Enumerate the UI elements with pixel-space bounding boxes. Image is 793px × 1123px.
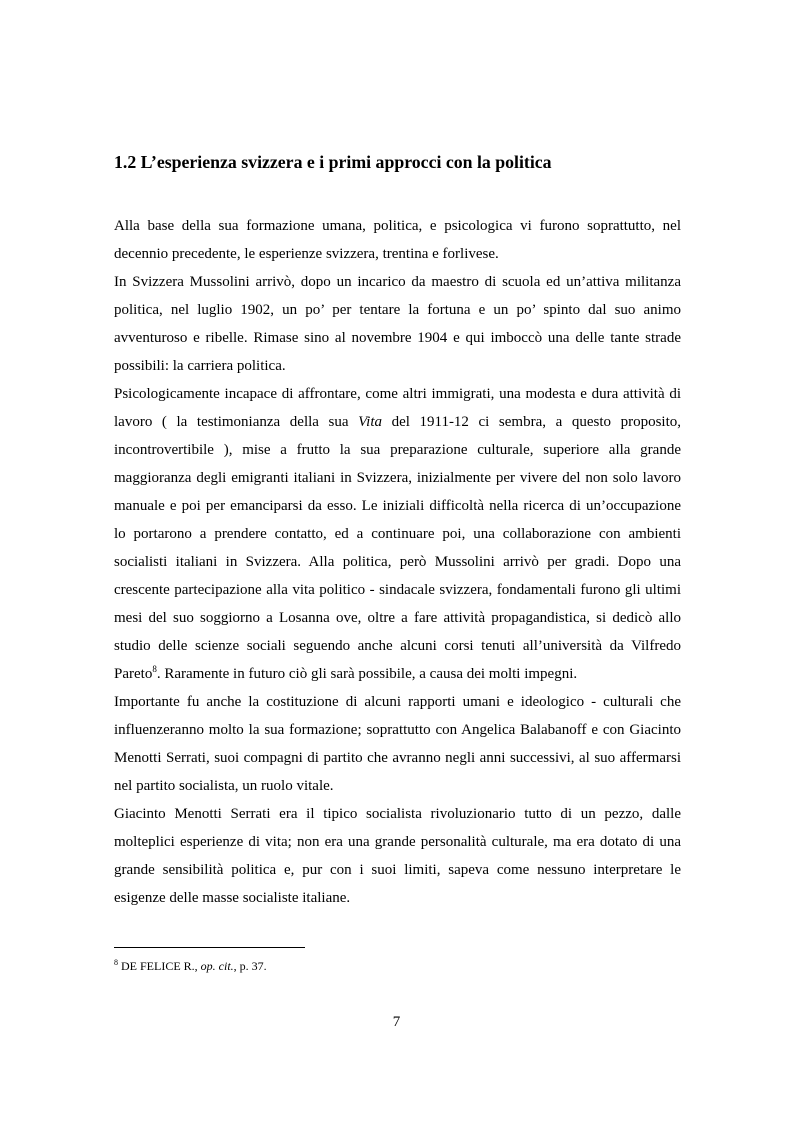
paragraph [114,800,681,912]
footnote-marker: 8 [114,958,118,967]
line-text: lavoro ( la testimonianza della sua [114,414,359,430]
body-line: influenzeranno molto la sua formazione; soprattutto con Angelica Balabanoff e con Giacinto [114,722,681,738]
body-line: manuale e poi per emanciparsi da esso. Le iniziali difficoltà nella ricerca di un’occupazione [114,498,681,514]
body-line: esigenze delle masse socialiste italiane. [114,890,351,906]
paragraph [114,380,681,688]
body-text [114,212,681,912]
footnote-text: , p. 37. [233,959,267,973]
italic-title: Vita [358,414,382,430]
body-line: socialisti italiani in Svizzera. Alla politica, però Mussolini arrivò per gradi. Dopo una [114,554,681,570]
body-line: Psicologicamente incapace di affrontare, come altri immigrati, una modesta e dura attività di [114,386,681,402]
paragraph [114,688,681,800]
body-line: avventuroso e ribelle. Rimase sino al novembre 1904 e qui imboccò una delle tante strade [114,330,681,346]
line-text: . Raramente in futuro ciò gli sarà possibile, a causa dei molti impegni. [156,666,578,682]
body-line: Menotti Serrati, suoi compagni di partito che avranno negli anni successivi, al suo affermarsi [114,750,681,766]
body-line: Importante fu anche la costituzione di alcuni rapporti umani e ideologico - culturali che [114,694,681,710]
body-line: In Svizzera Mussolini arrivò, dopo un incarico da maestro di scuola ed un’attiva militanza [114,274,681,290]
line-text: del 1911-12 ci sembra, a questo proposito, [382,414,681,430]
body-line: nel partito socialista, un ruolo vitale. [114,778,334,794]
page-number: 7 [392,1014,401,1030]
footnote-text: DE FELICE R., [118,959,201,973]
body-line: grande sensibilità politica e, pur con i suoi limiti, sapeva come nessuno interpretare le [114,862,681,878]
body-line: incontrovertibile ), mise a frutto la sua preparazione culturale, superiore alla grande [114,442,681,458]
paragraph [114,268,681,380]
footnote-separator [114,947,305,948]
body-line: decennio precedente, le esperienze svizzera, trentina e forlivese. [114,246,499,262]
body-line: Giacinto Menotti Serrati era il tipico socialista rivoluzionario tutto di un pezzo, dalle [114,806,681,822]
paragraph [114,212,681,268]
body-line: lo portarono a prendere contatto, ed a continuare poi, una collaborazione con ambienti [114,526,681,542]
body-line: studio delle scienze sociali seguendo anche alcuni corsi tenuti all’università da Vilfredo [114,638,681,654]
body-line: politica, nel luglio 1902, un po’ per tentare la fortuna e un po’ spinto dal suo animo [114,302,681,318]
body-line: crescente partecipazione alla vita politico - sindacale svizzera, fondamentali furono gli ultimi [114,582,681,598]
footnote-italic: op. cit. [200,959,234,973]
footnote-reference[interactable]: 8 [152,664,157,674]
body-line [114,408,681,436]
body-line: possibili: la carriera politica. [114,358,286,374]
body-line [114,660,681,688]
section-heading: 1.2 L’esperienza svizzera e i primi approcci con la politica [114,152,552,172]
line-text: Pareto [114,666,153,682]
body-line: Alla base della sua formazione umana, politica, e psicologica vi furono soprattutto, nel [114,218,681,234]
body-line: molteplici esperienze di vita; non era una grande personalità culturale, ma era dotato di una [114,834,681,850]
body-line: mesi del suo soggiorno a Losanna ove, oltre a fare attività propagandistica, si dedicò allo [114,610,681,626]
footnote [114,958,267,974]
body-line: maggioranza degli emigranti italiani in Svizzera, inizialmente per vivere del non solo lavoro [114,470,681,486]
